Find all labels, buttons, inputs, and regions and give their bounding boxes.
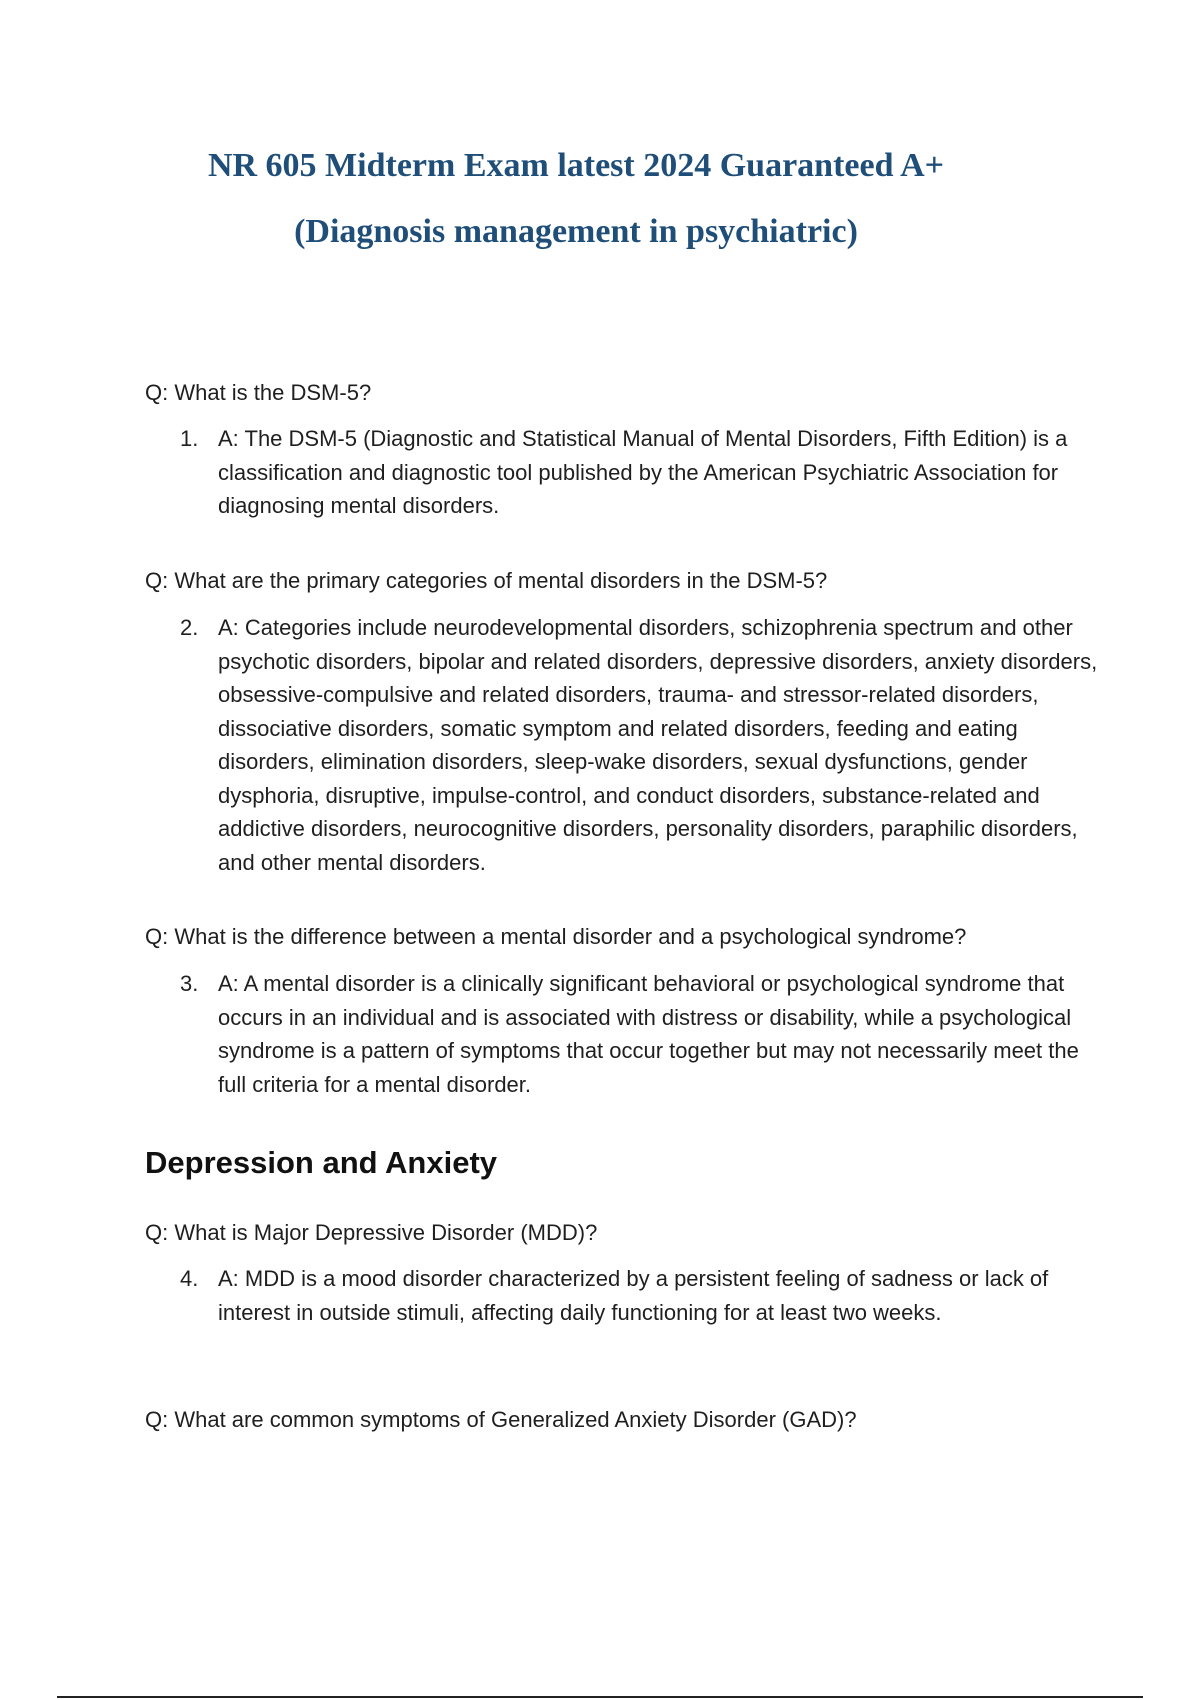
document-title-line-2: (Diagnosis management in psychiatric) [294,213,858,250]
answer-2 [180,611,1110,879]
section-heading: Depression and Anxiety [145,1145,498,1180]
question-5: Q: What are common symptoms of Generalized Anxiety Disorder (GAD)? [145,1407,857,1432]
document-title-line-1: NR 605 Midterm Exam latest 2024 Guaranteed A+ [207,147,945,184]
answer-number: 2. [180,615,199,640]
page-bottom-rule [57,1696,1143,1698]
answer-3 [180,967,1110,1101]
question-2: Q: What are the primary categories of mental disorders in the DSM-5? [145,568,828,593]
answer-1 [180,422,1110,523]
question-4: Q: What is Major Depressive Disorder (MDD)? [145,1220,598,1245]
answer-text: A: Categories include neurodevelopmental disorders, schizophrenia spectrum and other psychotic disorders, bipolar and related disorders, depressive disorders, anxiety disorders, obsessive-compulsive and related disorders, trauma- and stressor-related disorders, dissociative disorders, somatic symptom and related disorders, feeding and eating disorders, elimination disorders, sleep-wake disorders, sexual dysfunctions, gender dysphoria, disruptive, impulse-control, and conduct disorders, substance-related and addictive disorders, neurocognitive disorders, personality disorders, paraphilic disorders, and other mental disorders. [218,615,1098,875]
answer-text: A: The DSM-5 (Diagnostic and Statistical Manual of Mental Disorders, Fifth Edition) is a classification and diagnostic tool published by the American Psychiatric Association for diagnosing mental disorders. [218,426,1068,518]
answer-number: 4. [180,1266,199,1291]
answer-4 [180,1262,1110,1329]
answer-number: 3. [180,971,199,996]
answer-text: A: A mental disorder is a clinically significant behavioral or psychological syndrome that occurs in an individual and is associated with distress or disability, while a psychological syndrome is a pattern of symptoms that occur together but may not necessarily meet the full criteria for a mental disorder. [218,971,1079,1097]
answer-number: 1. [180,426,199,451]
question-1: Q: What is the DSM-5? [145,380,372,405]
question-3: Q: What is the difference between a mental disorder and a psychological syndrome? [145,924,967,949]
answer-text: A: MDD is a mood disorder characterized by a persistent feeling of sadness or lack of interest in outside stimuli, affecting daily functioning for at least two weeks. [218,1266,1049,1325]
